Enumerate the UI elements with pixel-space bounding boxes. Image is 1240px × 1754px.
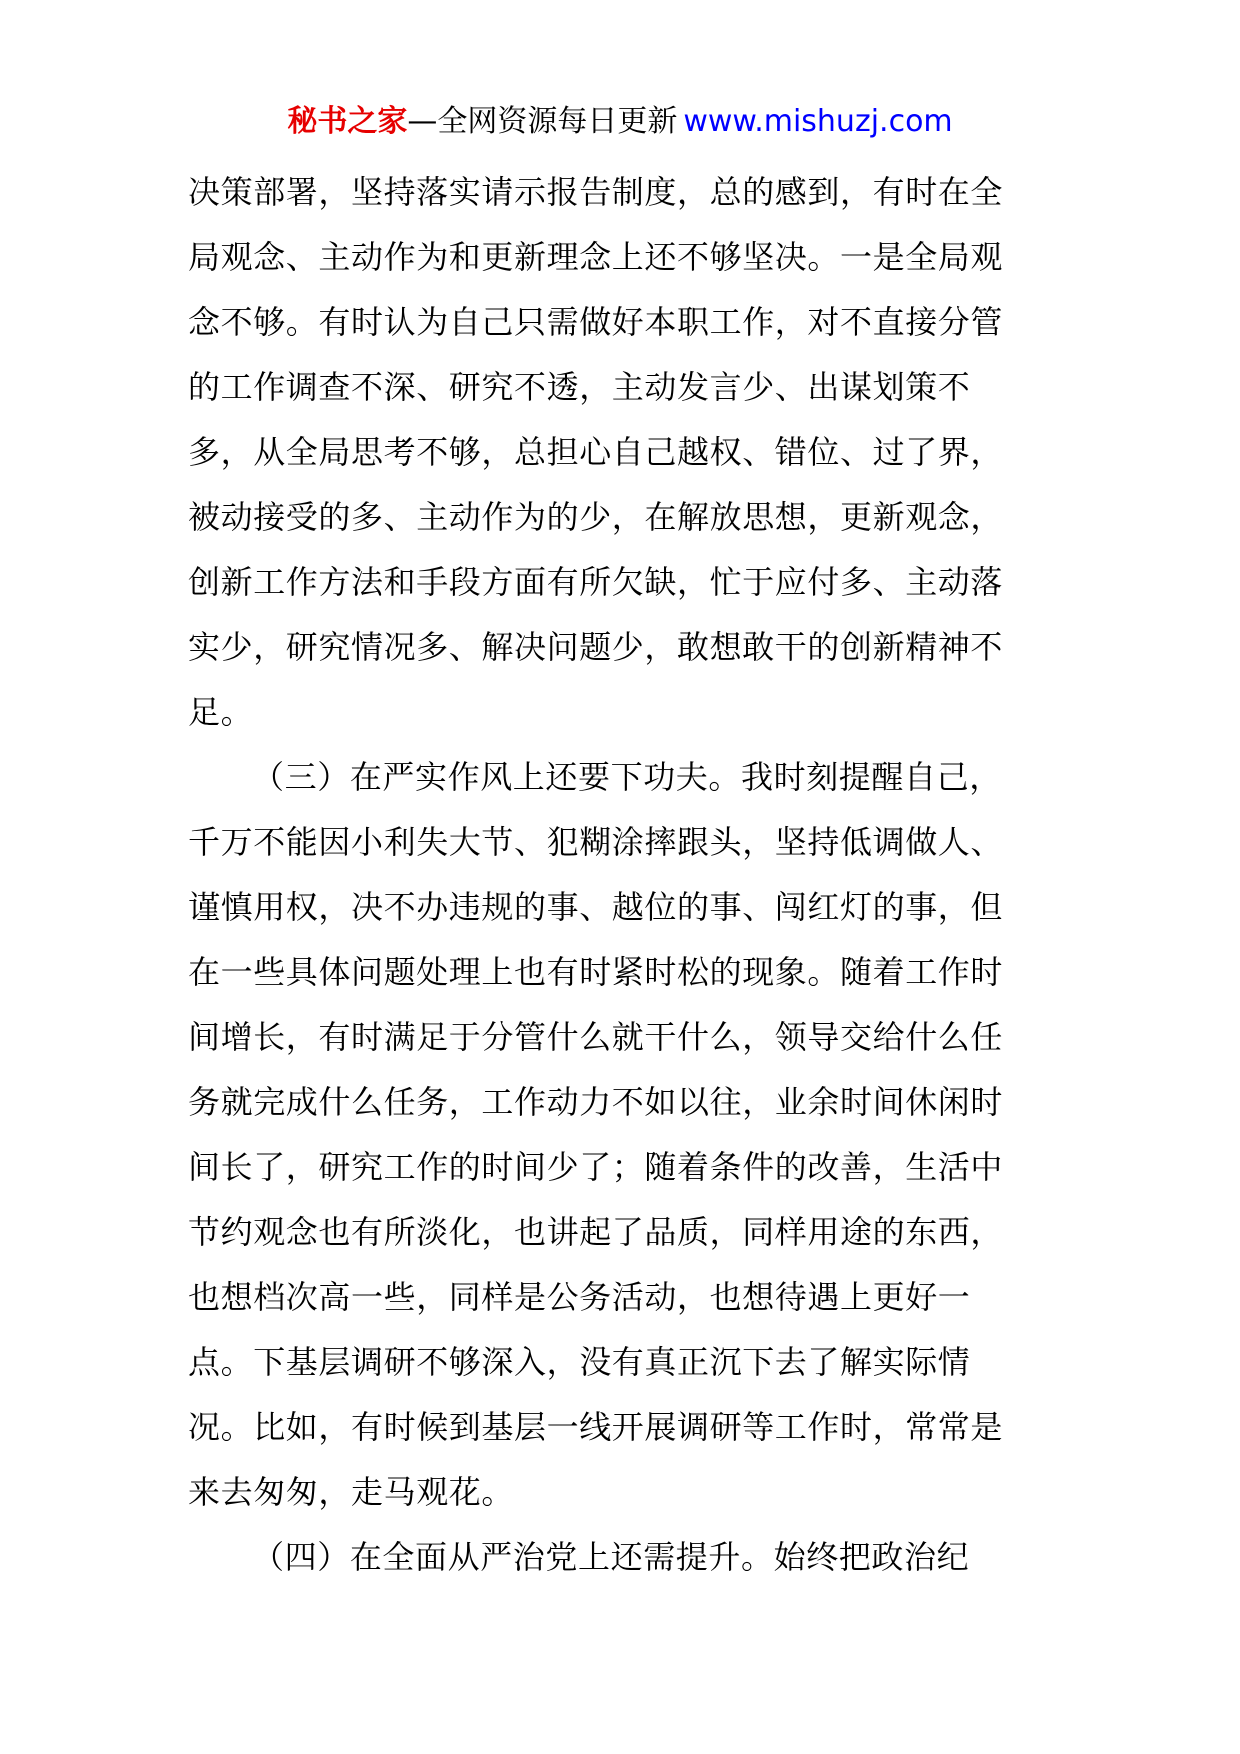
text-line: 况。比如，有时候到基层一线开展调研等工作时，常常是 [188, 1408, 1004, 1446]
text-line: 来去匆匆，走马观花。 [188, 1473, 515, 1511]
text-line: 实少，研究情况多、解决问题少，敢想敢干的创新精神不 [188, 628, 1004, 666]
site-brand: 秘书之家 [287, 104, 408, 139]
section-heading-3: （三）在严实作风上还要下功夫。我时刻提醒自己， [252, 758, 1002, 796]
site-url-link[interactable]: www.mishuzj.com [683, 104, 953, 139]
text-line: 多，从全局思考不够，总担心自己越权、错位、过了界， [188, 433, 1004, 471]
text-line: 务就完成什么任务，工作动力不如以往，业余时间休闲时 [188, 1083, 1004, 1121]
text-line: 的工作调查不深、研究不透，主动发言少、出谋划策不 [188, 368, 971, 406]
text-line: 创新工作方法和手段方面有所欠缺，忙于应付多、主动落 [188, 563, 1004, 601]
site-header [0, 100, 1240, 144]
text-line: 也想档次高一些，同样是公务活动，也想待遇上更好一 [188, 1278, 971, 1316]
text-line: 间增长，有时满足于分管什么就干什么，领导交给什么任 [188, 1018, 1004, 1056]
text-line: 谨慎用权，决不办违规的事、越位的事、闯红灯的事，但 [188, 888, 1004, 926]
text-line: 间长了，研究工作的时间少了；随着条件的改善，生活中 [188, 1148, 1004, 1186]
text-line: 决策部署，坚持落实请示报告制度，总的感到，有时在全 [188, 173, 1004, 211]
text-line: 在一些具体问题处理上也有时紧时松的现象。随着工作时 [188, 953, 1004, 991]
text-line: 节约观念也有所淡化，也讲起了品质，同样用途的东西， [188, 1213, 1004, 1251]
text-line: 被动接受的多、主动作为的少，在解放思想，更新观念， [188, 498, 1004, 536]
text-line: 念不够。有时认为自己只需做好本职工作，对不直接分管 [188, 303, 1004, 341]
text-line: 点。下基层调研不够深入，没有真正沉下去了解实际情 [188, 1343, 971, 1381]
text-line: 千万不能因小利失大节、犯糊涂摔跟头，坚持低调做人、 [188, 823, 1004, 861]
document-body [188, 160, 1060, 1590]
section-heading-4: （四）在全面从严治党上还需提升。始终把政治纪 [252, 1538, 970, 1576]
text-line: 足。 [188, 693, 254, 731]
site-tagline: —全网资源每日更新 [407, 104, 678, 139]
text-line: 局观念、主动作为和更新理念上还不够坚决。一是全局观 [188, 238, 1004, 276]
